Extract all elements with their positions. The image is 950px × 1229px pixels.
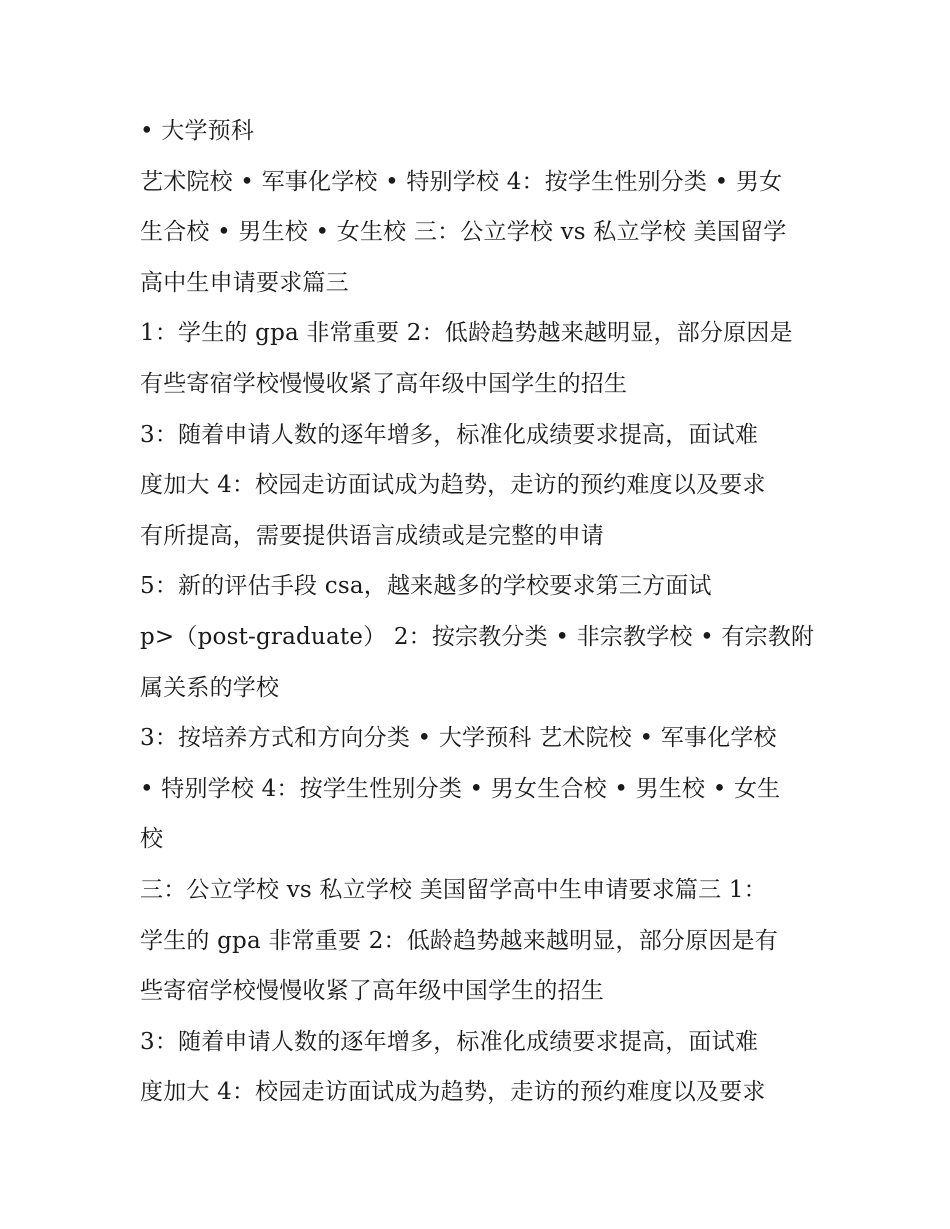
text-line: p>（post-graduate） 2：按宗教分类 • 非宗教学校 • 有宗教附: [140, 623, 815, 650]
text-line: 些寄宿学校慢慢收紧了高年级中国学生的招生: [140, 978, 604, 1005]
text-line: 5：新的评估手段 csa，越来越多的学校要求第三方面试: [140, 573, 712, 600]
text-line: 度加大 4：校园走访面试成为趋势，走访的预约难度以及要求: [140, 472, 766, 499]
text-line: 三：公立学校 vs 私立学校 美国留学高中生申请要求篇三 1：: [140, 876, 767, 903]
text-line: 高中生申请要求篇三: [140, 269, 349, 296]
text-line: 3：随着申请人数的逐年增多，标准化成绩要求提高，面试难: [140, 421, 759, 448]
text-line: 艺术院校 • 军事化学校 • 特别学校 4：按学生性别分类 • 男女: [140, 168, 783, 195]
document-body: [140, 106, 820, 1118]
text-line: 度加大 4：校园走访面试成为趋势，走访的预约难度以及要求: [140, 1079, 766, 1106]
text-line: 3：按培养方式和方向分类 • 大学预科 艺术院校 • 军事化学校: [140, 725, 777, 752]
text-line: • 特别学校 4：按学生性别分类 • 男女生合校 • 男生校 • 女生: [140, 775, 781, 802]
text-line: 生合校 • 男生校 • 女生校 三：公立学校 vs 私立学校 美国留学: [140, 219, 787, 246]
text-line: 有所提高，需要提供语言成绩或是完整的申请: [140, 522, 604, 549]
text-line: 校: [140, 826, 164, 853]
text-line: 学生的 gpa 非常重要 2：低龄趋势越来越明显，部分原因是有: [140, 927, 778, 954]
text-line: 3：随着申请人数的逐年增多，标准化成绩要求提高，面试难: [140, 1028, 759, 1055]
text-line: 属关系的学校: [140, 674, 280, 701]
text-line: 有些寄宿学校慢慢收紧了高年级中国学生的招生: [140, 370, 628, 397]
text-line: 1：学生的 gpa 非常重要 2：低龄趋势越来越明显，部分原因是: [140, 320, 793, 347]
text-line: • 大学预科: [140, 118, 255, 144]
